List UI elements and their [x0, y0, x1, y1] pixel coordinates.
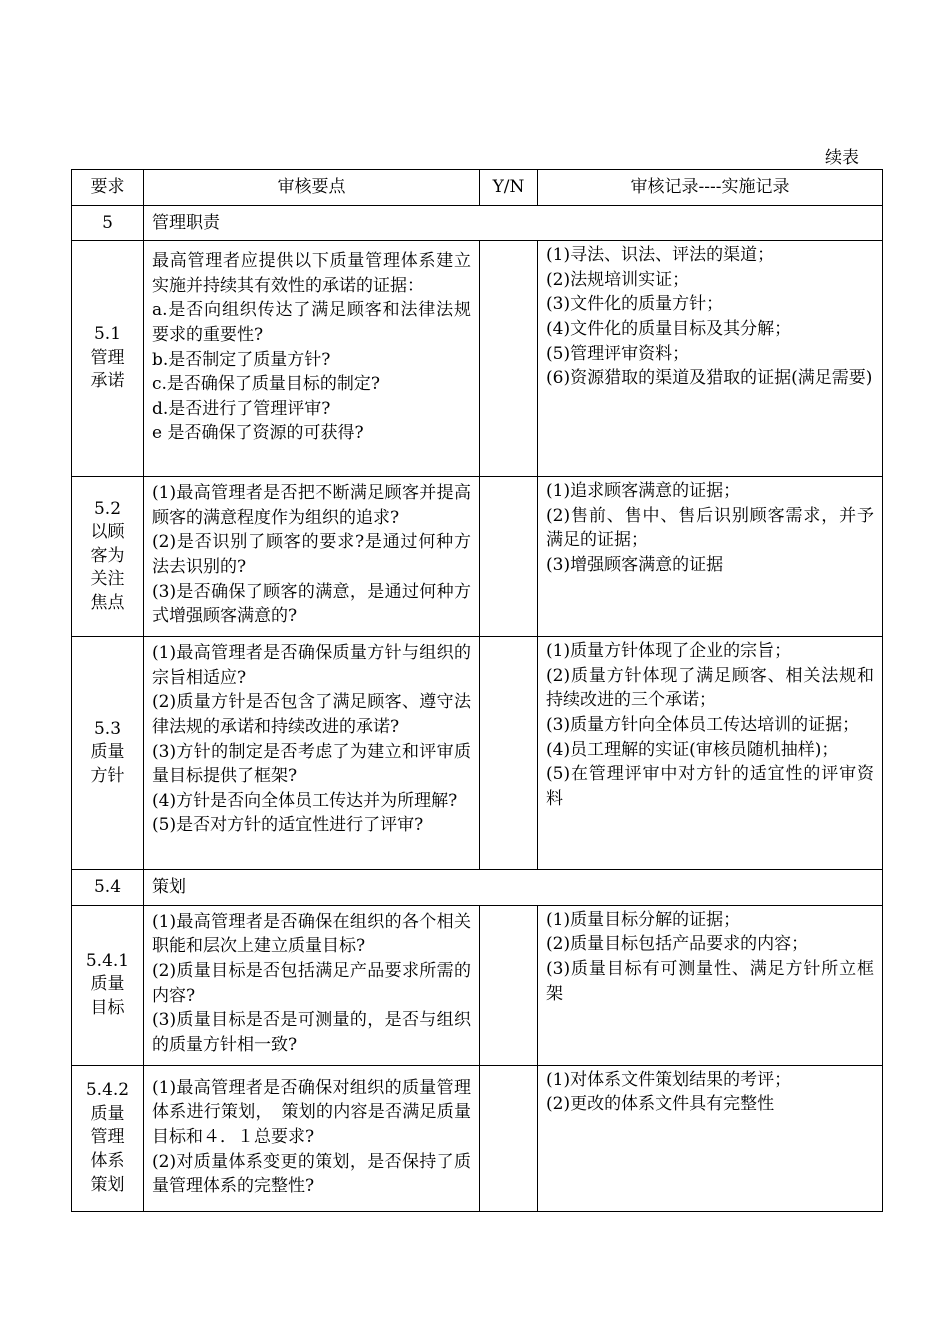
requirement-line: 质量 [90, 974, 125, 995]
yn-cell[interactable] [480, 241, 538, 477]
requirement-line: 管理 [90, 347, 125, 368]
yn-cell[interactable] [480, 637, 538, 870]
requirement-line: 质量 [90, 742, 125, 763]
audit-record: (4)员工理解的实证(审核员随机抽样)； [546, 739, 839, 760]
audit-point: (5)是否对方针的适宜性进行了评审? [152, 815, 424, 836]
requirement-line: 5.4.1 [85, 950, 130, 971]
audit-record: (2)质量方针体现了满足顾客、相关法规和持续改进的三个承诺； [546, 665, 874, 711]
requirement-line: 策划 [90, 1174, 125, 1195]
section-number: 5 [72, 205, 144, 241]
audit-points-cell [144, 241, 480, 477]
audit-point: (2)质量方针是否包含了满足顾客、遵守法律法规的承诺和持续改进的承诺? [152, 692, 471, 737]
audit-record: (3)增强顾客满意的证据 [546, 554, 724, 575]
audit-point: (4)方针是否向全体员工传达并为所理解? [152, 790, 458, 811]
audit-point: (3)方针的制定是否考虑了为建立和评审质量目标提供了框架? [152, 741, 471, 787]
audit-points-cell [144, 905, 480, 1065]
audit-records-cell [538, 637, 883, 870]
audit-point: (3)质量目标是否是可测量的，是否与组织的质量方针相一致? [152, 1010, 471, 1055]
section-number: 5.4 [72, 870, 144, 906]
requirement-line: 关注 [90, 569, 125, 590]
audit-checklist-table [71, 169, 883, 1212]
requirement-line: 5.4.2 [85, 1080, 130, 1101]
audit-point: 最高管理者应提供以下质量管理体系建立实施并持续其有效性的承诺的证据： [152, 251, 471, 296]
requirement-line: 5.3 [93, 718, 122, 739]
requirement-line: 管理 [90, 1127, 125, 1148]
audit-points-cell [144, 637, 480, 870]
audit-point: e 是否确保了资源的可获得? [152, 423, 364, 444]
audit-record: (3)文件化的质量方针； [546, 294, 724, 315]
audit-record: (3)质量目标有可测量性、满足方针所立框架 [546, 958, 874, 1004]
audit-point: (1)最高管理者是否把不断满足顾客并提高顾客的满意程度作为组织的追求? [152, 483, 471, 528]
audit-record: (2)法规培训实证； [546, 269, 690, 290]
audit-point: a.是否向组织传达了满足顾客和法律法规要求的重要性? [152, 300, 471, 345]
requirement-line: 目标 [90, 998, 125, 1019]
audit-record: (4)文件化的质量目标及其分解； [546, 318, 792, 339]
audit-point: (1)最高管理者是否确保对组织的质量管理体系进行策划， 策划的内容是否满足质量目标和４．１总要求? [152, 1077, 471, 1147]
audit-record: (5)在管理评审中对方针的适宜性的评审资料 [546, 764, 874, 809]
requirement-line: 5.2 [93, 498, 122, 519]
audit-records-cell [538, 905, 883, 1065]
table-header-row [72, 170, 883, 206]
yn-cell[interactable] [480, 477, 538, 637]
audit-point: (2)质量目标是否包括满足产品要求所需的内容? [152, 960, 471, 1006]
table-row [72, 637, 883, 870]
header-audit-points: 审核要点 [144, 170, 480, 206]
audit-point: (3)是否确保了顾客的满意，是通过何种方式增强顾客满意的? [152, 581, 471, 627]
audit-points-cell [144, 1065, 480, 1211]
audit-point: (2)对质量体系变更的策划，是否保持了质量管理体系的完整性? [152, 1151, 471, 1197]
requirement-line: 5.1 [93, 324, 122, 345]
requirement-cell [72, 477, 144, 637]
audit-record: (1)质量方针体现了企业的宗旨； [546, 641, 792, 662]
requirement-cell [72, 637, 144, 870]
requirement-line: 质量 [90, 1103, 125, 1124]
section-title: 管理职责 [144, 205, 883, 241]
yn-cell[interactable] [480, 1065, 538, 1211]
requirement-line: 体系 [90, 1151, 125, 1172]
requirement-line: 客为 [90, 545, 125, 566]
audit-record: (2)更改的体系文件具有完整性 [546, 1094, 775, 1115]
audit-point: (1)最高管理者是否确保在组织的各个相关职能和层次上建立质量目标? [152, 911, 471, 957]
audit-point: (1)最高管理者是否确保质量方针与组织的宗旨相适应? [152, 643, 471, 688]
requirement-line: 焦点 [90, 593, 125, 614]
audit-record: (2)质量目标包括产品要求的内容； [546, 934, 809, 955]
table-row [72, 241, 883, 477]
header-requirement: 要求 [72, 170, 144, 206]
header-yn: Y/N [480, 170, 538, 206]
section-title: 策划 [144, 870, 883, 906]
requirement-line: 方针 [90, 765, 125, 786]
audit-record: (1)追求顾客满意的证据； [546, 481, 741, 502]
requirement-cell [72, 241, 144, 477]
table-row [72, 1065, 883, 1211]
section-row [72, 870, 883, 906]
audit-record: (3)质量方针向全体员工传达培训的证据； [546, 714, 860, 735]
audit-record: (1)质量目标分解的证据； [546, 909, 741, 930]
audit-point: c.是否确保了质量目标的制定? [152, 374, 381, 395]
audit-records-cell [538, 477, 883, 637]
audit-records-cell [538, 1065, 883, 1211]
audit-records-cell [538, 241, 883, 477]
continued-label: 续表 [825, 148, 859, 168]
audit-point: b.是否制定了质量方针? [152, 349, 331, 370]
yn-cell[interactable] [480, 905, 538, 1065]
table-row [72, 905, 883, 1065]
audit-record: (5)管理评审资料； [546, 343, 690, 364]
section-row [72, 205, 883, 241]
requirement-line: 承诺 [90, 371, 125, 392]
audit-points-cell [144, 477, 480, 637]
table-row [72, 477, 883, 637]
audit-record: (6)资源猎取的渠道及猎取的证据(满足需要) [546, 368, 873, 389]
requirement-cell [72, 1065, 144, 1211]
requirement-cell [72, 905, 144, 1065]
audit-record: (1)对体系文件策划结果的考评； [546, 1069, 792, 1090]
audit-point: d.是否进行了管理评审? [152, 398, 331, 419]
header-audit-records: 审核记录----实施记录 [538, 170, 883, 206]
audit-point: (2)是否识别了顾客的要求?是通过何种方法去识别的? [152, 532, 471, 577]
audit-record: (1)寻法、识法、评法的渠道； [546, 245, 775, 266]
requirement-line: 以顾 [90, 522, 125, 543]
audit-record: (2)售前、售中、售后识别顾客需求，并予满足的证据； [546, 505, 874, 551]
